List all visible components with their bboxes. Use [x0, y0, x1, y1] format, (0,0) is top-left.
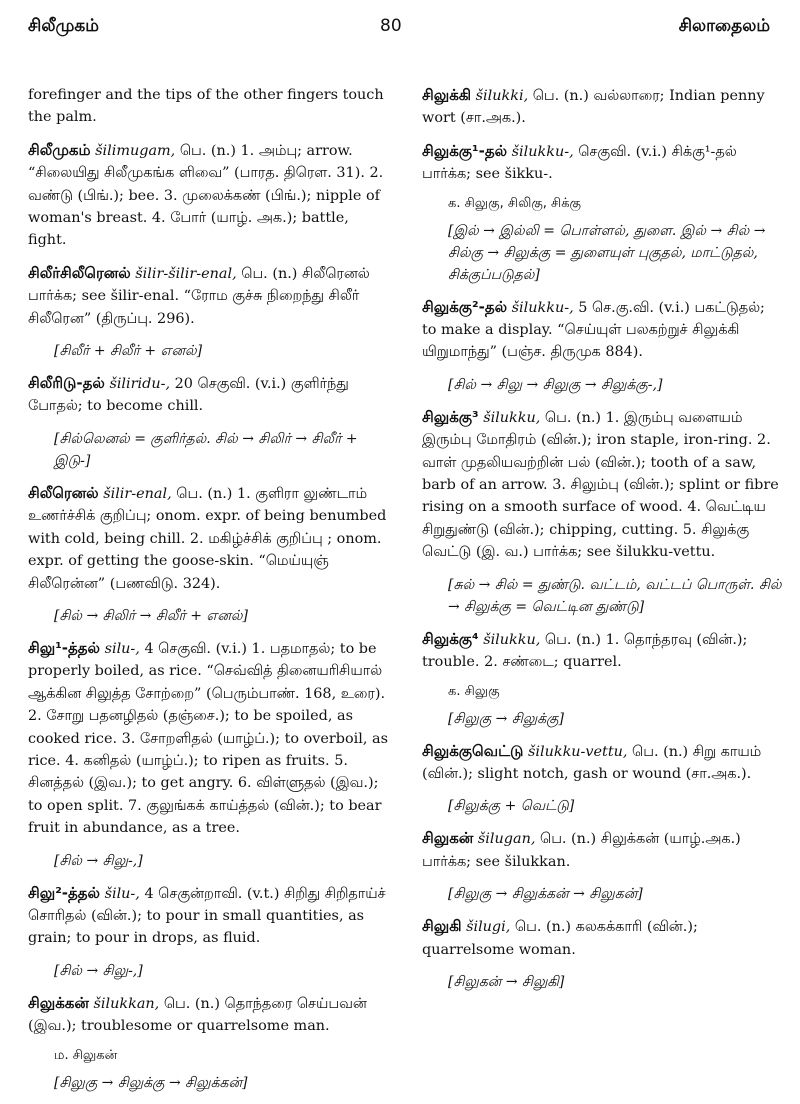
headword: சிலுக்கன் — [28, 993, 89, 1012]
headword: சிலு²-த்தல் — [28, 883, 100, 902]
transliteration: šilukku-, — [511, 143, 574, 160]
headword: சிலுக்கு³ — [422, 407, 479, 426]
continued-text: forefinger and the tips of the other fingers touch the palm. — [28, 87, 384, 126]
definition: 4 செகுன்றாவி. (v.t.) சிறிது சிறிதாய்ச் சொரிதல் (வின்.); to pour in small quantities, as grain; to pour in drops, as fluid. — [28, 885, 386, 947]
headword: சிலீர்சிலீரெனல் — [28, 263, 131, 282]
etymology-note: [சிலுகு → சிலுக்கன் → சிலுகன்] — [448, 886, 643, 903]
definition: 4 செகுவி. (v.i.) 1. பதமாதல்; to be properly boiled, as rice. “செவ்வித் தினையரிசியால் ஆக்கின சிலுத்த சோற்றை” (பெரும்பாண். 168, உரை). 2. சோறு பதனழிதல் (தஞ்சை.); to be spoiled, as cooked rice. 3. சோறளிதல் (யாழ்ப்.); to overboil, as rice. 4. கனிதல் (யாழ்ப்.); to ripen as fruits. 5. சினத்தல் (இவ.); to get angry. 6. விள்ளுதல் (இவ.); to open split. 7. குலுங்கக் காய்த்தல் (வின்.); to bear fruit in abundance, as a tree. — [28, 640, 388, 837]
headword: சிலுக்கு¹-தல் — [422, 141, 508, 160]
definition: பெ. (n.) வல்லாரை; Indian penny wort (சா.அக.). — [422, 88, 765, 127]
definition: பெ. (n.) கலகக்காரி (வின்.); quarrelsome woman. — [422, 919, 698, 958]
headword: சிலுக்குவெட்டு — [422, 741, 524, 760]
etymology-note: [சிலுக்கு + வெட்டு] — [448, 798, 575, 815]
page-number: 80 — [380, 16, 402, 36]
definition: பெ. (n.) 1. அம்பு; arrow. “சிலையிது சிலீமுகங்க ளிவை” (பாரத. திரௌ. 31). 2. வண்டு (பிங்.); bee. 3. முலைக்கண் (பிங்.); nipple of woman's breast. 4. போர் (யாழ். அக.); battle, fight. — [28, 142, 384, 249]
etymology-note: [சிலுகு → சிலுக்கு] — [448, 710, 565, 727]
transliteration: šilir-šilir-enal, — [135, 265, 237, 282]
headword: சிலீமுகம் — [28, 140, 91, 159]
definition: பெ. (n.) 1. தொந்தரவு (வின்.); trouble. 2. சண்டை; quarrel. — [422, 631, 748, 671]
headword: சிலுக்கு⁴ — [422, 629, 479, 648]
transliteration: šilugan, — [477, 831, 536, 848]
definition: பெ. (n.) சிறு காயம் (வின்.); slight notch, gash or wound (சா.அக.). — [422, 743, 762, 782]
definition: பெ. (n.) சிலுக்கன் (யாழ்.அக.) பார்க்க; see šilukkan. — [422, 831, 741, 870]
transliteration: šilu-, — [104, 885, 140, 902]
running-head-left: சிலீமுகம் — [28, 16, 99, 36]
etymology-note: [சில் → சிலு-,] — [54, 852, 143, 869]
cognate-note: க. சிலுகு, சிலிகு, சிக்கு — [448, 195, 582, 211]
headword: சிலீரிடு-தல் — [28, 374, 105, 393]
dictionary-entry — [28, 372, 388, 418]
dictionary-entry — [422, 827, 782, 873]
headword: சிலு¹-த்தல் — [28, 638, 100, 657]
transliteration: šilukku-, — [511, 299, 574, 316]
dictionary-entry — [28, 482, 388, 595]
etymology-note: [சிலுகு → சிலுக்கு → சிலுக்கன்] — [54, 1074, 248, 1091]
headword: சிலுகன் — [422, 829, 474, 848]
transliteration: šilukki, — [475, 88, 529, 104]
headword: சிலுகி — [422, 917, 462, 936]
etymology-note: [சுல் → சில் = துண்டு. வட்டம், வட்டப் பொருள். சில் → சிலுக்கு = வெட்டின துண்டு] — [448, 576, 782, 615]
dictionary-entry — [28, 262, 388, 330]
definition: 20 செகுவி. (v.i.) குளிர்ந்து போதல்; to become chill. — [28, 376, 349, 415]
dictionary-entry — [422, 296, 782, 364]
etymology-note: [சிலுகன் → சிலுகி] — [448, 973, 565, 990]
headword: சிலுக்கு²-தல் — [422, 297, 508, 316]
etymology-note: [இல் → இல்லி = பொள்ளல், துளை. இல் → சில் → சில்கு → சிலுக்கு = துளையுள் புகுதல், மாட்டுதல், சிக்குப்படுதல்] — [448, 222, 766, 283]
definition: பெ. (n.) தொந்தரை செய்பவன் (இவ.); troublesome or quarrelsome man. — [28, 995, 367, 1035]
dictionary-entry — [28, 139, 388, 252]
dictionary-entry — [422, 84, 782, 130]
etymology-note: [சில் → சிலிர் → சிலீர் + எனல்] — [54, 607, 248, 624]
running-head-right: சிலாதைலம் — [678, 16, 770, 36]
left-column — [28, 84, 388, 1104]
definition: பெ. (n.) 1. இரும்பு வளையம் இரும்பு மோதிரம் (வின்.); iron staple, iron-ring. 2. வாள் முதலியவற்றின் பல் (வின்.); tooth of a saw, barb of an arrow. 3. சிலும்பு (வின்.); splint or fibre rising on a smooth surface of wood. 4. வெட்டிய சிறுதுண்டு (வின்.); chipping, cutting. 5. சிலுக்கு வெட்டு (இ. வ.) பார்க்க; see šilukku-vettu. — [422, 409, 779, 561]
headword: சிலுக்கி — [422, 86, 472, 104]
right-column — [422, 84, 782, 1003]
transliteration: šilugi, — [466, 919, 511, 936]
page-header — [0, 10, 800, 40]
definition: பெ. (n.) 1. குளிரா லுண்டாம் உணர்ச்சிக் குறிப்பு; onom. expr. of being benumbed with cold, being chill. 2. மகிழ்ச்சிக் குறிப்பு ; onom. expr. of getting the goose-skin. “மெய்யுஞ் சிலீரென்ன” (பணவிடு. 324). — [28, 485, 387, 592]
transliteration: šilukku, — [483, 631, 541, 648]
cognate-note: ம. சிலுகன் — [54, 1047, 118, 1063]
transliteration: šilimugam, — [95, 142, 176, 159]
cognate-note: க. சிலுகு — [448, 683, 500, 699]
headword: சிலீரெனல் — [28, 483, 99, 502]
etymology-note: [சில் → சிலு → சிலுகு → சிலுக்கு-,] — [448, 376, 663, 393]
dictionary-entry — [422, 140, 782, 186]
dictionary-entry — [422, 406, 782, 564]
definition: 5 செ.கு.வி. (v.i.) பகட்டுதல்; to make a display. “செய்யுள் பலகற்றுச் சிலுக்கி யிறுமாந்து” (பஞ்ச. திருமுக 884). — [422, 299, 765, 361]
dictionary-entry — [28, 637, 388, 840]
transliteration: šilir-enal, — [103, 485, 172, 502]
dictionary-entry — [28, 882, 388, 950]
dictionary-entry — [28, 992, 388, 1038]
etymology-note: [சில் → சிலு-,] — [54, 962, 143, 979]
etymology-note: [சிலீர் + சிலீர் + எனல்] — [54, 343, 203, 360]
dictionary-entry — [422, 740, 782, 786]
transliteration: šiliridu-, — [109, 376, 171, 393]
definition: பெ. (n.) சிலீரெனல் பார்க்க; see šilir-enal. “ரோம குச்சு நிறைந்து சிலீர் சிலீரென” (திருப்பு. 296). — [28, 265, 370, 327]
transliteration: šilukku, — [483, 409, 541, 426]
transliteration: šilukku-vettu, — [527, 743, 628, 760]
dictionary-entry — [422, 628, 782, 674]
definition: செகுவி. (v.i.) சிக்கு¹-தல் பார்க்க; see šikku-. — [422, 143, 737, 183]
transliteration: silu-, — [104, 640, 140, 657]
dictionary-entry — [422, 915, 782, 961]
etymology-note: [சில்லெனல் = குளிர்தல். சில் → சிலிர் → சிலீர் + இடு-] — [54, 430, 358, 469]
transliteration: šilukkan, — [93, 995, 160, 1012]
